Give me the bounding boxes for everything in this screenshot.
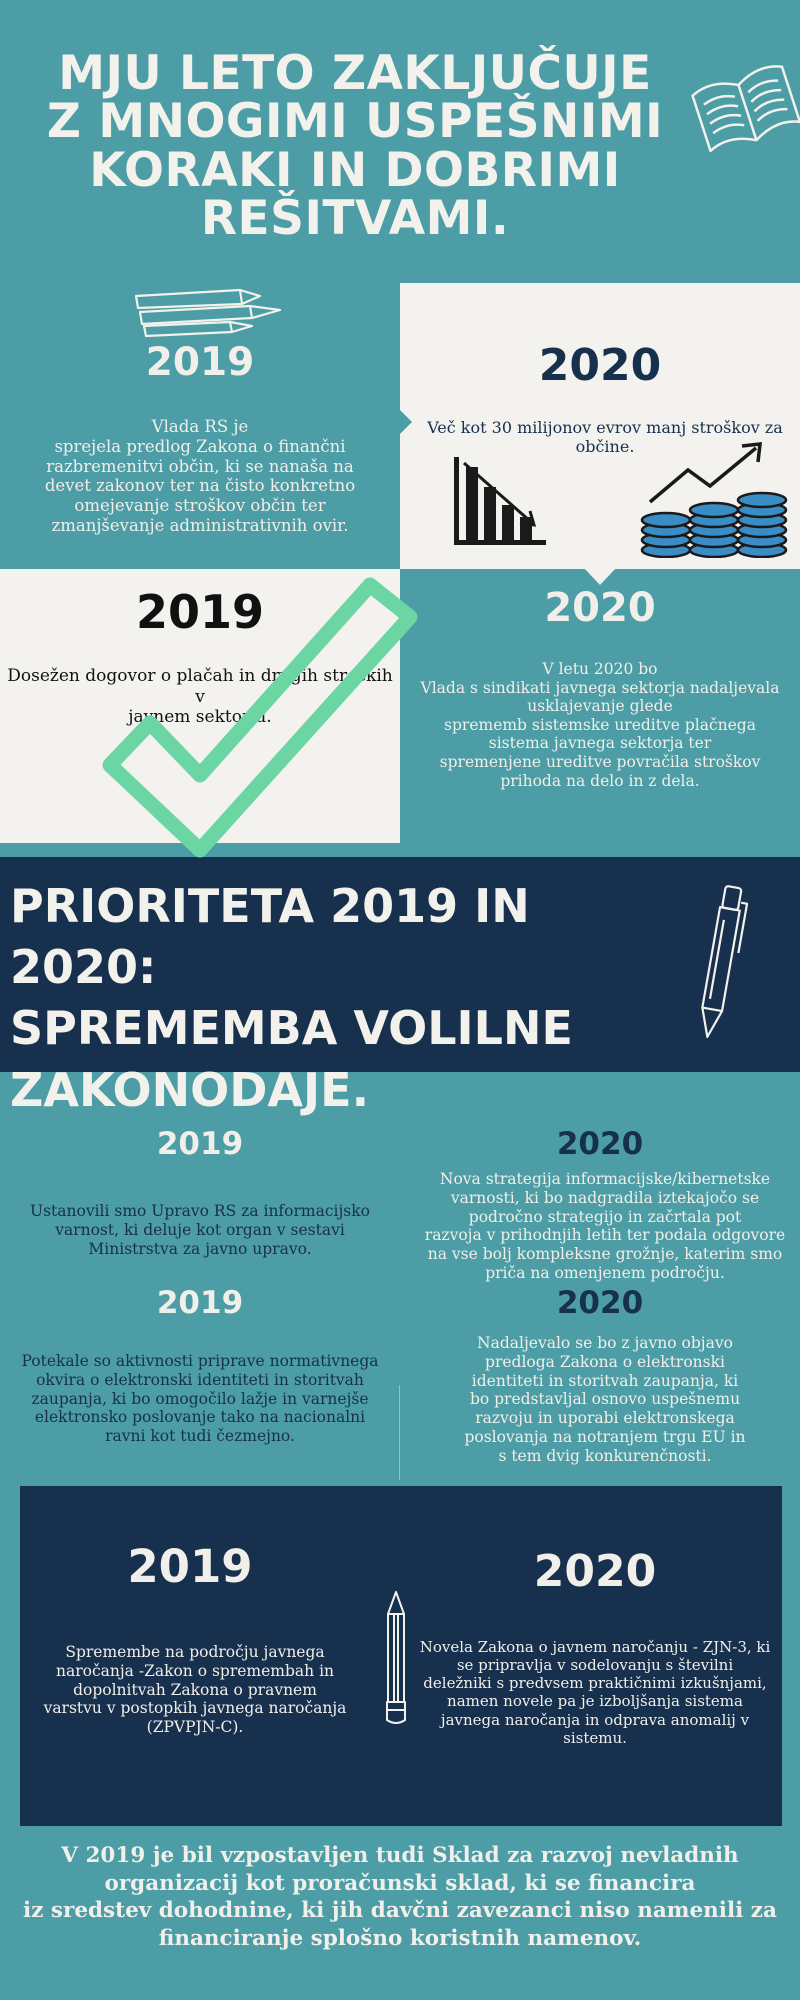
text-line: okvira o elektronski identiteti in storitvah [36,1370,364,1389]
text-line: dopolnitvah Zakona o pravnem [73,1680,317,1699]
row2-right-text [410,660,790,790]
text-line: usklajevanje glede [527,697,673,716]
text-line: občine. [575,437,635,457]
checkmark-icon [90,575,430,865]
text-line: Potekale so aktivnosti priprave normativnega [21,1352,379,1370]
column-divider [399,1385,400,1480]
row3-left-year: 2019 [156,1126,244,1162]
text-line: varnosti, ki bo nadgradila iztekajočo se [450,1188,760,1207]
page-title [40,46,670,247]
text-line: se pripravlja v sodelovanju s številni [456,1656,734,1675]
text-line: Spremembe na področju javnega [65,1643,325,1661]
text-line: sistemu. [563,1728,627,1747]
footer-line-4: financiranje splošno koristnih namenov. [158,1925,642,1951]
row4-left-year: 2019 [156,1285,244,1321]
text-line: priča na omenjenem področju. [485,1263,725,1282]
title-line-4: REŠITVAMI. [200,191,510,247]
footer-line-2: organizacij kot proračunski sklad, ki se financira [104,1870,696,1896]
row5-right-text [415,1638,775,1747]
row4-right-text [420,1334,790,1465]
text-line: Nadaljevalo se bo z javno objavo [477,1334,733,1352]
pencils-icon [130,280,290,340]
text-line: področno strategijo in začrtala pot [468,1207,742,1226]
text-line: zaupanja, ki bo omogočilo lažje in varnejše [31,1389,369,1408]
pointer-arrow-down [583,567,617,585]
text-line: javnem sektorju. [128,707,272,728]
row2-right-year: 2020 [544,585,656,631]
text-line: varnost, ki deluje kot organ v sestavi [55,1220,345,1239]
footer-line-3: iz sredstev dohodnine, ki jih davčni zavezanci niso namenili za [23,1898,777,1924]
row1-right-year: 2020 [538,340,662,391]
title-line-1: MJU LETO ZAKLJUČUJE [58,46,652,101]
row4-left-text [0,1352,400,1446]
text-line: elektronsko poslovanje tako na nacionalni [34,1408,366,1427]
text-line: ravni kot tudi čezmejno. [105,1427,295,1445]
coin-stacks-growth-icon [638,440,796,558]
pencil-icon [380,1588,412,1728]
row3-right-text [420,1170,790,1283]
row1-left-text [0,417,400,536]
row5-left-text [30,1643,360,1737]
text-line: javnega naročanja in odprava anomalij v [440,1710,750,1729]
text-line: razvoja v prihodnjih letih ter podala odgovore [424,1226,786,1245]
open-book-icon [690,50,800,160]
text-line: namen novele pa je izboljšanja sistema [447,1692,743,1711]
text-line: poslovanja na notranjem trgu EU in [464,1427,746,1446]
text-line: Dosežen dogovor o plačah in drugih stroških v [7,666,393,707]
text-line: spremenjene ureditve povračila stroškov [439,752,761,771]
title-line-3: KORAKI IN DOBRIMI [89,142,621,198]
footer-text [10,1842,790,1952]
text-line: Ministrstva za javno upravo. [88,1239,312,1258]
text-line: V letu 2020 bo [542,660,658,678]
row2-left-year: 2019 [135,585,265,639]
title-line-2: Z MNOGIMI USPEŠNIMI [46,94,664,150]
text-line: sprejela predlog Zakona o finančni [54,436,346,456]
text-line: zmanjševanje administrativnih ovir. [51,515,349,535]
text-line: Novela Zakona o javnem naročanju - ZJN-3, ki [419,1638,771,1656]
row1-left-year: 2019 [145,340,255,385]
priority-line-2: SPREMEMBA VOLILNE [10,1001,573,1056]
text-line: razbremenitvi občin, ki se nanaša na [46,456,354,476]
text-line: na vse bolj kompleksne grožnje, katerim smo [427,1245,783,1263]
text-line: Ustanovili smo Upravo RS za informacijsko [30,1202,370,1220]
text-line: (ZPVPJN-C). [146,1718,244,1736]
text-line: Vlada s sindikati javnega sektorja nadaljevala [420,678,780,697]
text-line: varstvu v postopkih javnega naročanja [43,1699,347,1718]
row5-left-year: 2019 [127,1540,253,1593]
text-line: Več kot 30 milijonov evrov manj stroškov za [427,418,783,437]
priority-line-1: PRIORITETA 2019 IN 2020: [10,879,530,995]
text-line: bo predstavljal osnovo uspešnemu [469,1390,741,1409]
row4-right-year: 2020 [556,1285,644,1321]
text-line: deležniki s predvsem praktičnimi izkušnjami, [423,1674,767,1693]
text-line: omejevanje stroškov občin ter [74,496,326,516]
text-line: sprememb sistemske ureditve plačnega [444,715,756,734]
text-line: razvoju in uporabi elektronskega [475,1409,735,1427]
pointer-arrow [400,410,412,434]
footer-line-1: V 2019 je bil vzpostavljen tudi Sklad za razvoj nevladnih [61,1843,739,1868]
pen-icon [690,880,750,1050]
text-line: naročanja -Zakon o spremembah in [55,1661,335,1680]
text-line: Vlada RS je [151,417,249,436]
priority-title [10,876,690,1121]
text-line: sistema javnega sektorja ter [488,734,712,753]
text-line: devet zakonov ter na čisto konkretno [44,476,356,496]
priority-line-3: ZAKONODAJE. [10,1062,370,1117]
text-line: prihoda na delo in z dela. [500,771,700,790]
row5-right-year: 2020 [533,1546,657,1597]
text-line: s tem dvig konkurenčnosti. [498,1446,712,1465]
row3-left-text [0,1202,400,1258]
declining-bar-chart-icon [450,455,550,550]
text-line: Nova strategija informacijske/kibernetske [439,1170,771,1188]
text-line: predloga Zakona o elektronski [485,1352,725,1371]
text-line: identiteti in storitvah zaupanja, ki [471,1371,739,1390]
row3-right-year: 2020 [556,1126,644,1162]
